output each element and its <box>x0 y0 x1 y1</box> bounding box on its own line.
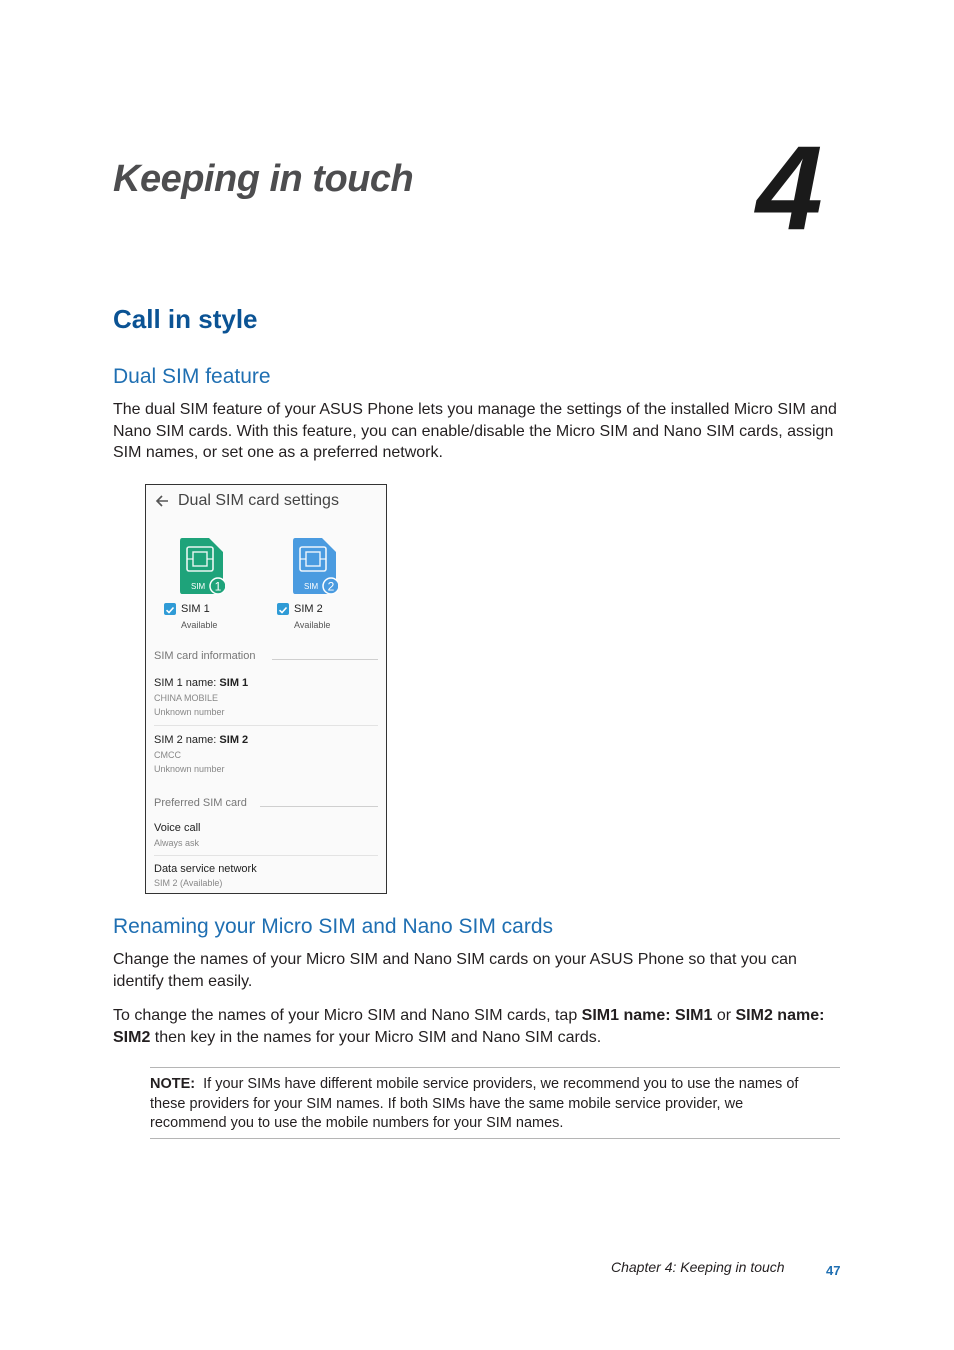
sim2-name-row[interactable]: SIM 2 name: SIM 2 <box>154 734 249 746</box>
section-heading: Call in style <box>113 304 258 334</box>
sim1-card-label: SIM <box>191 582 206 591</box>
sim2-card-icon <box>292 537 338 595</box>
voice-call-row[interactable]: Voice call <box>154 822 201 834</box>
dual-sim-body: The dual SIM feature of your ASUS Phone lets you manage the settings of the installed Micro SIM and Nano SIM cards. With this feature, you can enable/disable the Micro SIM and Nano SIM cards, assign SIM names, or set one as a preferred network. <box>113 401 837 461</box>
chapter-number: 4 <box>756 121 823 255</box>
check-icon <box>164 604 176 616</box>
dual-sim-heading: Dual SIM feature <box>113 365 271 388</box>
section-divider <box>260 806 378 807</box>
renaming-heading: Renaming your Micro SIM and Nano SIM cards <box>113 915 554 938</box>
dual-sim-screenshot <box>145 484 387 894</box>
section-divider <box>272 659 378 660</box>
sim1-name-row[interactable]: SIM 1 name: SIM 1 <box>154 677 249 689</box>
sim2-card-label: SIM <box>304 582 319 591</box>
sim2-checkbox[interactable] <box>277 603 289 615</box>
sim2-name: SIM 2 <box>294 603 323 615</box>
sim2-badge: 2 <box>327 579 335 594</box>
data-service-row[interactable]: Data service network <box>154 863 257 875</box>
page-number: 47 <box>826 1263 841 1278</box>
check-icon <box>277 604 289 616</box>
sim1-checkbox[interactable] <box>164 603 176 615</box>
sim2-status: Available <box>294 620 331 630</box>
footer-chapter: Chapter 4: Keeping in touch <box>611 1259 785 1275</box>
sim-info-section-label: SIM card information <box>154 650 256 662</box>
note-text: NOTE: If your SIMs have different mobile service providers, we recommend you to use the names of these providers for your SIM names. If both SIMs have the same mobile service provider, we recommend you to use the mobile numbers for your SIM names. <box>150 1076 799 1131</box>
sim2-number: Unknown number <box>154 764 225 774</box>
sim1-number: Unknown number <box>154 707 225 717</box>
note-label: NOTE: <box>150 1076 196 1092</box>
chapter-title: Keeping in touch <box>113 158 414 200</box>
voice-call-value: Always ask <box>154 838 200 848</box>
sim2-carrier: CMCC <box>154 750 181 760</box>
preferred-sim-section-label: Preferred SIM card <box>154 797 247 809</box>
sim1-carrier: CHINA MOBILE <box>154 693 219 703</box>
renaming-body-1: Change the names of your Micro SIM and Nano SIM cards on your ASUS Phone so that you can identify them easily. <box>113 951 797 990</box>
sim1-name: SIM 1 <box>181 603 210 615</box>
row-divider <box>154 725 378 726</box>
renaming-body-2: To change the names of your Micro SIM and Nano SIM cards, tap SIM1 name: SIM1 or SIM2 name: SIM2 then key in the names for your Micro SIM and Nano SIM cards. <box>113 1007 825 1046</box>
sim1-card-icon <box>179 537 225 595</box>
data-service-value: SIM 2 (Available) <box>154 878 223 888</box>
row-divider <box>154 855 378 856</box>
sim1-status: Available <box>181 620 218 630</box>
screenshot-header <box>146 485 386 521</box>
back-arrow-icon[interactable] <box>154 493 170 509</box>
screenshot-title: Dual SIM card settings <box>178 492 339 509</box>
sim1-badge: 1 <box>214 579 222 594</box>
note-box <box>150 1067 840 1139</box>
